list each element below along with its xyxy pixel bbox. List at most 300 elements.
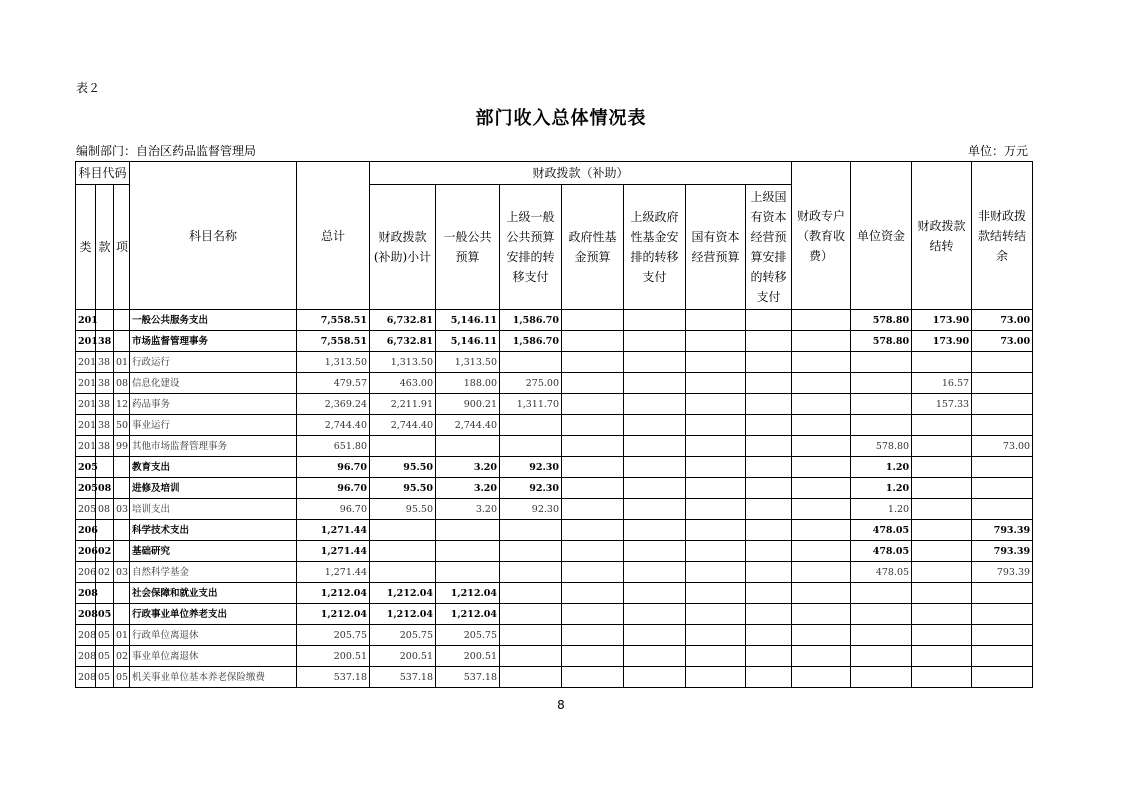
cell-lei: 201: [76, 352, 96, 373]
cell-lei: 206: [76, 541, 96, 562]
table-row: [76, 604, 1033, 625]
cell-xiang: [114, 541, 130, 562]
cell-upper-state-capital: [746, 394, 792, 415]
cell-gov-fund: [562, 352, 624, 373]
cell-upper-state-capital: [746, 352, 792, 373]
cell-xiang: 99: [114, 436, 130, 457]
cell-kuan: 38: [96, 436, 114, 457]
cell-upper-general: [500, 604, 562, 625]
table-row: [76, 394, 1033, 415]
table-row: [76, 436, 1033, 457]
cell-upper-general: [500, 562, 562, 583]
cell-name: 行政事业单位养老支出: [130, 604, 297, 625]
cell-lei: 201: [76, 436, 96, 457]
cell-fin-carry: [912, 646, 972, 667]
cell-lei: 201: [76, 331, 96, 352]
cell-lei: 205: [76, 457, 96, 478]
table-row: [76, 499, 1033, 520]
cell-name: 自然科学基金: [130, 562, 297, 583]
cell-state-capital: [686, 436, 746, 457]
cell-name: 行政单位离退休: [130, 625, 297, 646]
cell-fin-sub: [370, 562, 436, 583]
cell-upper-gov-fund: [624, 478, 686, 499]
cell-upper-general: [500, 436, 562, 457]
compiling-department: 编制部门：自治区药品监督管理局: [76, 144, 257, 158]
cell-gov-fund: [562, 562, 624, 583]
cell-total: 2,744.40: [297, 415, 370, 436]
cell-fin-sub: 1,313.50: [370, 352, 436, 373]
cell-lei: 201: [76, 373, 96, 394]
cell-state-capital: [686, 394, 746, 415]
cell-upper-state-capital: [746, 373, 792, 394]
cell-unit-funds: [851, 352, 912, 373]
cell-kuan: 38: [96, 373, 114, 394]
cell-state-capital: [686, 415, 746, 436]
cell-fin-carry: [912, 478, 972, 499]
cell-name: 进修及培训: [130, 478, 297, 499]
cell-fin-sub: 95.50: [370, 478, 436, 499]
cell-kuan: [96, 520, 114, 541]
cell-upper-state-capital: [746, 520, 792, 541]
cell-upper-general: [500, 541, 562, 562]
cell-general: 537.18: [436, 667, 500, 688]
cell-total: 2,369.24: [297, 394, 370, 415]
cell-name: 教育支出: [130, 457, 297, 478]
cell-general: [436, 541, 500, 562]
cell-name: 行政运行: [130, 352, 297, 373]
table-row: [76, 478, 1033, 499]
cell-kuan: 08: [96, 478, 114, 499]
cell-unit-funds: [851, 625, 912, 646]
cell-fin-sub: 200.51: [370, 646, 436, 667]
cell-nonfin-carry: [972, 373, 1033, 394]
cell-state-capital: [686, 310, 746, 331]
cell-total: 7,558.51: [297, 331, 370, 352]
cell-fin-carry: [912, 541, 972, 562]
cell-upper-state-capital: [746, 457, 792, 478]
cell-name: 事业运行: [130, 415, 297, 436]
cell-state-capital: [686, 520, 746, 541]
cell-fin-sub: 2,744.40: [370, 415, 436, 436]
cell-general: [436, 520, 500, 541]
cell-upper-general: [500, 667, 562, 688]
cell-upper-state-capital: [746, 583, 792, 604]
cell-upper-gov-fund: [624, 499, 686, 520]
cell-nonfin-carry: [972, 625, 1033, 646]
cell-name: 社会保障和就业支出: [130, 583, 297, 604]
cell-nonfin-carry: [972, 583, 1033, 604]
header-upper-gov-fund: 上级政府性基金安排的转移支付: [624, 185, 686, 310]
cell-unit-funds: [851, 415, 912, 436]
cell-lei: 208: [76, 625, 96, 646]
cell-general: [436, 562, 500, 583]
cell-state-capital: [686, 478, 746, 499]
cell-upper-general: 1,586.70: [500, 331, 562, 352]
cell-name: 其他市场监督管理事务: [130, 436, 297, 457]
header-fin-group: 财政拨款（补助）: [370, 162, 792, 185]
cell-upper-state-capital: [746, 310, 792, 331]
cell-upper-general: 92.30: [500, 478, 562, 499]
cell-upper-general: 1,586.70: [500, 310, 562, 331]
cell-upper-gov-fund: [624, 583, 686, 604]
cell-upper-general: 92.30: [500, 457, 562, 478]
cell-nonfin-carry: [972, 646, 1033, 667]
cell-xiang: 05: [114, 667, 130, 688]
cell-gov-fund: [562, 394, 624, 415]
cell-fin-sub: 205.75: [370, 625, 436, 646]
cell-nonfin-carry: [972, 499, 1033, 520]
cell-kuan: 05: [96, 646, 114, 667]
cell-unit-funds: 578.80: [851, 310, 912, 331]
cell-general: 3.20: [436, 499, 500, 520]
cell-upper-gov-fund: [624, 604, 686, 625]
cell-name: 基础研究: [130, 541, 297, 562]
revenue-table: [75, 161, 1033, 688]
cell-general: 200.51: [436, 646, 500, 667]
cell-upper-gov-fund: [624, 331, 686, 352]
header-special: 财政专户（教育收费）: [792, 162, 851, 310]
cell-upper-state-capital: [746, 331, 792, 352]
table-row: [76, 625, 1033, 646]
cell-kuan: [96, 583, 114, 604]
cell-state-capital: [686, 562, 746, 583]
cell-kuan: 38: [96, 331, 114, 352]
header-nonfin-carry: 非财政拨款结转结余: [972, 162, 1033, 310]
header-total: 总计: [297, 162, 370, 310]
page-title: 部门收入总体情况表: [475, 108, 647, 129]
cell-nonfin-carry: [972, 394, 1033, 415]
cell-upper-general: [500, 415, 562, 436]
cell-upper-state-capital: [746, 625, 792, 646]
cell-gov-fund: [562, 667, 624, 688]
cell-gov-fund: [562, 415, 624, 436]
cell-xiang: 12: [114, 394, 130, 415]
cell-name: 药品事务: [130, 394, 297, 415]
cell-general: [436, 436, 500, 457]
cell-unit-funds: [851, 646, 912, 667]
cell-xiang: [114, 457, 130, 478]
table-row: [76, 520, 1033, 541]
table-row: [76, 583, 1033, 604]
cell-kuan: 05: [96, 604, 114, 625]
cell-fin-sub: 95.50: [370, 457, 436, 478]
cell-upper-state-capital: [746, 562, 792, 583]
cell-upper-gov-fund: [624, 415, 686, 436]
cell-fin-sub: 1,212.04: [370, 583, 436, 604]
cell-special: [792, 331, 851, 352]
cell-total: 96.70: [297, 478, 370, 499]
cell-unit-funds: 478.05: [851, 541, 912, 562]
cell-fin-sub: [370, 520, 436, 541]
cell-gov-fund: [562, 310, 624, 331]
table-row: [76, 667, 1033, 688]
cell-state-capital: [686, 373, 746, 394]
cell-upper-state-capital: [746, 436, 792, 457]
cell-kuan: [96, 310, 114, 331]
cell-fin-carry: [912, 604, 972, 625]
cell-xiang: 08: [114, 373, 130, 394]
table-row: [76, 415, 1033, 436]
cell-general: 1,212.04: [436, 604, 500, 625]
cell-general: 1,313.50: [436, 352, 500, 373]
cell-total: 537.18: [297, 667, 370, 688]
cell-upper-gov-fund: [624, 352, 686, 373]
cell-xiang: 01: [114, 625, 130, 646]
cell-total: 96.70: [297, 499, 370, 520]
cell-fin-sub: 463.00: [370, 373, 436, 394]
cell-unit-funds: 1.20: [851, 499, 912, 520]
cell-fin-sub: 2,211.91: [370, 394, 436, 415]
cell-special: [792, 604, 851, 625]
cell-total: 1,271.44: [297, 541, 370, 562]
cell-kuan: 08: [96, 499, 114, 520]
cell-xiang: 50: [114, 415, 130, 436]
cell-fin-carry: 173.90: [912, 331, 972, 352]
cell-upper-gov-fund: [624, 436, 686, 457]
cell-unit-funds: [851, 373, 912, 394]
cell-upper-general: [500, 520, 562, 541]
cell-general: 3.20: [436, 478, 500, 499]
cell-special: [792, 352, 851, 373]
cell-total: 479.57: [297, 373, 370, 394]
header-fin-sub: 财政拨款(补助)小计: [370, 185, 436, 310]
cell-unit-funds: [851, 394, 912, 415]
cell-special: [792, 478, 851, 499]
cell-fin-carry: [912, 415, 972, 436]
table-row: [76, 457, 1033, 478]
cell-lei: 205: [76, 478, 96, 499]
cell-upper-gov-fund: [624, 562, 686, 583]
cell-fin-sub: 6,732.81: [370, 310, 436, 331]
page-number: 8: [557, 698, 565, 712]
header-state-capital: 国有资本经营预算: [686, 185, 746, 310]
cell-upper-general: 275.00: [500, 373, 562, 394]
cell-name: 科学技术支出: [130, 520, 297, 541]
cell-upper-gov-fund: [624, 310, 686, 331]
cell-upper-general: [500, 352, 562, 373]
cell-name: 机关事业单位基本养老保险缴费: [130, 667, 297, 688]
cell-special: [792, 436, 851, 457]
cell-fin-carry: [912, 436, 972, 457]
cell-unit-funds: 478.05: [851, 562, 912, 583]
cell-general: 1,212.04: [436, 583, 500, 604]
table-row: [76, 373, 1033, 394]
header-gov-fund: 政府性基金预算: [562, 185, 624, 310]
cell-upper-general: [500, 625, 562, 646]
cell-state-capital: [686, 583, 746, 604]
cell-nonfin-carry: 793.39: [972, 520, 1033, 541]
cell-upper-gov-fund: [624, 667, 686, 688]
header-fin-carry: 财政拨款结转: [912, 162, 972, 310]
header-unit-funds: 单位资金: [851, 162, 912, 310]
cell-kuan: 05: [96, 667, 114, 688]
cell-fin-carry: 157.33: [912, 394, 972, 415]
header-code-group: 科目代码: [76, 162, 130, 185]
cell-general: 2,744.40: [436, 415, 500, 436]
cell-fin-carry: [912, 625, 972, 646]
cell-general: 900.21: [436, 394, 500, 415]
cell-nonfin-carry: [972, 478, 1033, 499]
cell-gov-fund: [562, 373, 624, 394]
cell-special: [792, 373, 851, 394]
cell-nonfin-carry: [972, 352, 1033, 373]
cell-fin-carry: [912, 457, 972, 478]
cell-gov-fund: [562, 331, 624, 352]
cell-fin-sub: 6,732.81: [370, 331, 436, 352]
cell-lei: 201: [76, 415, 96, 436]
cell-total: 7,558.51: [297, 310, 370, 331]
cell-state-capital: [686, 625, 746, 646]
cell-unit-funds: 1.20: [851, 478, 912, 499]
cell-lei: 201: [76, 394, 96, 415]
cell-special: [792, 520, 851, 541]
cell-lei: 205: [76, 499, 96, 520]
cell-kuan: 38: [96, 352, 114, 373]
cell-fin-sub: [370, 541, 436, 562]
cell-gov-fund: [562, 646, 624, 667]
cell-xiang: 03: [114, 562, 130, 583]
table-row: [76, 646, 1033, 667]
cell-lei: 208: [76, 646, 96, 667]
cell-xiang: [114, 331, 130, 352]
cell-nonfin-carry: 793.39: [972, 562, 1033, 583]
cell-gov-fund: [562, 520, 624, 541]
cell-gov-fund: [562, 436, 624, 457]
cell-total: 1,313.50: [297, 352, 370, 373]
cell-fin-sub: 95.50: [370, 499, 436, 520]
cell-fin-sub: 537.18: [370, 667, 436, 688]
cell-unit-funds: 1.20: [851, 457, 912, 478]
cell-lei: 208: [76, 604, 96, 625]
cell-unit-funds: [851, 583, 912, 604]
cell-name: 一般公共服务支出: [130, 310, 297, 331]
cell-lei: 208: [76, 583, 96, 604]
cell-state-capital: [686, 604, 746, 625]
cell-nonfin-carry: [972, 604, 1033, 625]
cell-unit-funds: 578.80: [851, 436, 912, 457]
cell-xiang: 02: [114, 646, 130, 667]
cell-nonfin-carry: 73.00: [972, 310, 1033, 331]
cell-fin-carry: 173.90: [912, 310, 972, 331]
cell-total: 1,271.44: [297, 562, 370, 583]
cell-fin-carry: [912, 352, 972, 373]
cell-total: 651.80: [297, 436, 370, 457]
cell-lei: 206: [76, 562, 96, 583]
cell-gov-fund: [562, 457, 624, 478]
cell-total: 96.70: [297, 457, 370, 478]
cell-fin-carry: [912, 562, 972, 583]
cell-nonfin-carry: 793.39: [972, 541, 1033, 562]
cell-special: [792, 583, 851, 604]
cell-upper-gov-fund: [624, 373, 686, 394]
cell-xiang: [114, 520, 130, 541]
cell-name: 市场监督管理事务: [130, 331, 297, 352]
header-lei: 类: [76, 185, 96, 310]
cell-state-capital: [686, 457, 746, 478]
cell-nonfin-carry: 73.00: [972, 331, 1033, 352]
cell-general: 5,146.11: [436, 331, 500, 352]
cell-upper-state-capital: [746, 541, 792, 562]
cell-upper-general: 92.30: [500, 499, 562, 520]
cell-kuan: 02: [96, 541, 114, 562]
cell-total: 205.75: [297, 625, 370, 646]
cell-gov-fund: [562, 583, 624, 604]
cell-nonfin-carry: [972, 667, 1033, 688]
cell-nonfin-carry: 73.00: [972, 436, 1033, 457]
cell-upper-state-capital: [746, 499, 792, 520]
cell-special: [792, 541, 851, 562]
cell-general: 205.75: [436, 625, 500, 646]
cell-special: [792, 310, 851, 331]
cell-special: [792, 499, 851, 520]
cell-name: 事业单位离退休: [130, 646, 297, 667]
cell-upper-state-capital: [746, 478, 792, 499]
cell-fin-carry: 16.57: [912, 373, 972, 394]
cell-gov-fund: [562, 478, 624, 499]
header-name: 科目名称: [130, 162, 297, 310]
cell-upper-state-capital: [746, 667, 792, 688]
table-row: [76, 352, 1033, 373]
cell-state-capital: [686, 646, 746, 667]
cell-lei: 201: [76, 310, 96, 331]
cell-general: 5,146.11: [436, 310, 500, 331]
cell-total: 1,212.04: [297, 604, 370, 625]
cell-fin-carry: [912, 520, 972, 541]
header-general: 一般公共预算: [436, 185, 500, 310]
cell-special: [792, 667, 851, 688]
cell-lei: 208: [76, 667, 96, 688]
cell-upper-state-capital: [746, 415, 792, 436]
header-kuan: 款: [96, 185, 114, 310]
cell-state-capital: [686, 331, 746, 352]
cell-state-capital: [686, 499, 746, 520]
cell-nonfin-carry: [972, 457, 1033, 478]
cell-xiang: [114, 583, 130, 604]
cell-upper-general: 1,311.70: [500, 394, 562, 415]
table-number: 表２: [76, 81, 101, 95]
cell-special: [792, 646, 851, 667]
cell-total: 1,271.44: [297, 520, 370, 541]
cell-upper-gov-fund: [624, 457, 686, 478]
cell-kuan: 02: [96, 562, 114, 583]
cell-state-capital: [686, 541, 746, 562]
cell-unit-funds: 578.80: [851, 331, 912, 352]
cell-fin-sub: [370, 436, 436, 457]
cell-kuan: 38: [96, 415, 114, 436]
cell-fin-carry: [912, 667, 972, 688]
table-row: [76, 562, 1033, 583]
cell-upper-gov-fund: [624, 394, 686, 415]
cell-state-capital: [686, 352, 746, 373]
cell-special: [792, 394, 851, 415]
header-xiang: 项: [114, 185, 130, 310]
cell-upper-gov-fund: [624, 541, 686, 562]
cell-kuan: 38: [96, 394, 114, 415]
cell-upper-gov-fund: [624, 625, 686, 646]
cell-upper-state-capital: [746, 604, 792, 625]
cell-name: 培训支出: [130, 499, 297, 520]
cell-unit-funds: 478.05: [851, 520, 912, 541]
cell-fin-carry: [912, 583, 972, 604]
cell-unit-funds: [851, 604, 912, 625]
cell-xiang: [114, 478, 130, 499]
cell-gov-fund: [562, 541, 624, 562]
cell-kuan: 05: [96, 625, 114, 646]
table-row: [76, 310, 1033, 331]
cell-lei: 206: [76, 520, 96, 541]
cell-gov-fund: [562, 499, 624, 520]
cell-gov-fund: [562, 604, 624, 625]
